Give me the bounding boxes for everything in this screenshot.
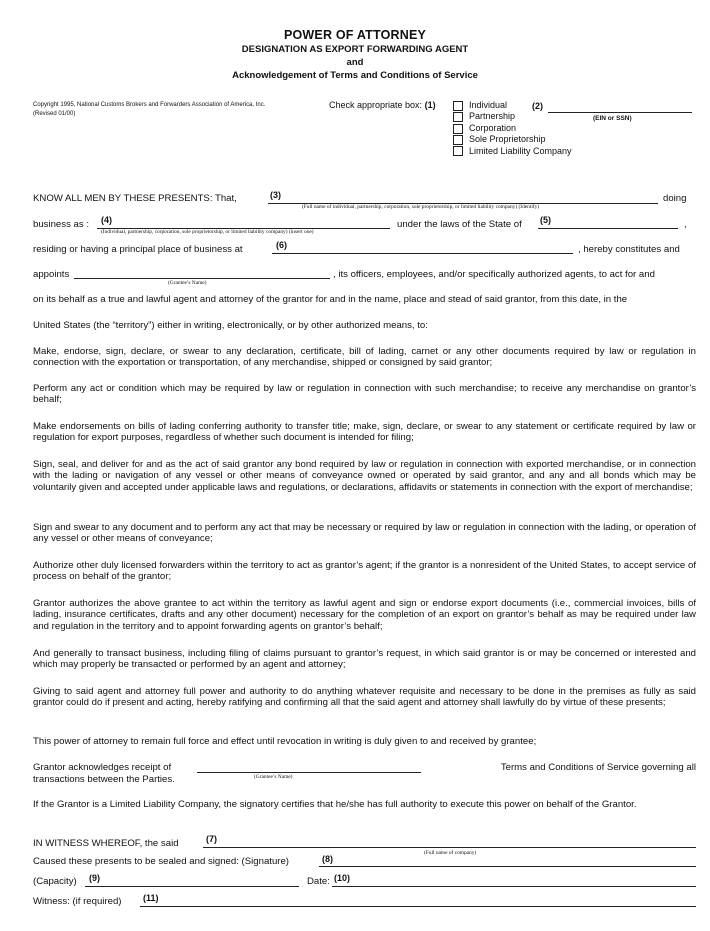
ein-field[interactable] (548, 112, 692, 113)
address-field[interactable] (272, 253, 573, 254)
field-number-1: (1) (424, 100, 436, 110)
appoints-text: appoints (33, 269, 70, 280)
copyright-block (33, 101, 265, 118)
know-all-text: KNOW ALL MEN BY THESE PRESENTS: That, (33, 193, 237, 204)
paragraph-declarations: Make, endorse, sign, declare, or swear to any declaration, certificate, bill of lading, carnet or any other documents required by law or regulation in connection with the exportation or transportation, of any merchandise, shipped or consigned by said grantor; (33, 346, 696, 369)
under-laws-text: under the laws of the State of (397, 219, 522, 230)
state-field[interactable] (538, 228, 678, 229)
document-title: POWER OF ATTORNEY (283, 28, 427, 42)
paragraph-territory: United States (the “territory”) either in writing, electronically, or by other authorized means, to: (33, 320, 428, 331)
officers-text: , its officers, employees, and/or specifically authorized agents, to act for and (333, 269, 655, 280)
check-box-label (329, 100, 436, 110)
entity-type-options (453, 100, 572, 157)
paragraph-revocation: This power of attorney to remain full force and effect until revocation in writing is duly given to and received by grantee; (33, 736, 537, 747)
check-label-text: Check appropriate box: (329, 100, 423, 110)
comma-text: , (684, 219, 687, 230)
in-witness-text: IN WITNESS WHEREOF, the said (33, 838, 179, 849)
ack-grantee-hint: (Grantee’s Name) (254, 774, 293, 780)
option-llc[interactable] (453, 146, 572, 157)
checkbox[interactable] (453, 101, 463, 111)
ack-left-1: Grantor acknowledges receipt of (33, 762, 172, 773)
caused-text: Caused these presents to be sealed and signed: (Signature) (33, 856, 290, 867)
field-number-4: (4) (101, 215, 112, 225)
checkbox[interactable] (453, 135, 463, 145)
grantor-name-hint: (Full name of individual, partnership, corporation, sole proprietorship, or limited liability company) (Identify) (302, 204, 540, 210)
capacity-text: (Capacity) (33, 876, 77, 887)
residing-text: residing or having a principal place of business at (33, 244, 243, 255)
ack-right: Terms and Conditions of Service governing all (500, 762, 696, 773)
business-as-text: business as : (33, 219, 89, 230)
option-individual[interactable] (453, 100, 572, 111)
paragraph-transact: And generally to transact business, including filing of claims pursuant to grantor’s request, in which said grantor is or may be concerned or interested and which may properly be transacted or performed by an agent and attorney; (33, 648, 696, 671)
field-number-8: (8) (322, 854, 333, 864)
company-name-hint: (Full name of company) (424, 850, 477, 856)
capacity-field[interactable] (85, 886, 299, 887)
grantee-name-hint: (Grantee’s Name) (168, 280, 207, 286)
checkbox[interactable] (453, 124, 463, 134)
option-label: Corporation (469, 122, 517, 133)
ack-left-2: transactions between the Parties. (33, 774, 175, 785)
document-subtitle-2: Acknowledgement of Terms and Conditions of Service (232, 70, 478, 81)
option-sole-proprietorship[interactable] (453, 134, 572, 145)
field-number-9: (9) (89, 873, 100, 883)
field-number-7: (7) (206, 834, 217, 844)
option-label: Limited Liability Company (469, 145, 572, 156)
option-corporation[interactable] (453, 123, 572, 134)
checkbox[interactable] (453, 146, 463, 156)
paragraph-sign-swear: Sign and swear to any document and to perform any act that may be necessary or required by law or regulation in connection with the lading, or operation of any vessel or other means of conveyance; (33, 522, 696, 545)
option-label: Individual (469, 100, 508, 110)
option-label: Sole Proprietorship (469, 134, 546, 145)
paragraph-perform: Perform any act or condition which may be required by law or regulation in connection with such merchandise; to receive any merchandise on grantor’s behalf; (33, 383, 696, 406)
paragraph-full-power: Giving to said agent and attorney full power and authority to do anything whatever requisite and necessary to be done in the premises as fully as said grantor could do if present and acting, hereby ratifying and confirming all that the said agent and attorney shall lawfully do by virtue of these presents; (33, 686, 696, 709)
date-field[interactable] (332, 886, 696, 887)
business-type-hint: (Individual, partnership, corporation, sole proprietorship, or limited liability company) (insert one) (101, 229, 314, 235)
field-number-2: (2) (532, 101, 543, 111)
ein-hint: (EIN or SSN) (593, 115, 632, 122)
hereby-text: , hereby constitutes and (578, 244, 680, 255)
document-subtitle: DESIGNATION AS EXPORT FORWARDING AGENT (241, 44, 469, 55)
paragraph-bonds: Sign, seal, and deliver for and as the act of said grantor any bond required by law or regulation in connection with exported merchandise, or in connection with the lading or navigation of any vessel or other means of conveyance owned or operated by said grantor, and any and all bonds which may be voluntarily given and accepted under applicable laws and regulations, or declarations, affidavits or statements in connection with the export of merchandise; (33, 459, 696, 493)
field-number-3: (3) (270, 190, 281, 200)
field-number-10: (10) (334, 873, 351, 883)
paragraph-authorize: Authorize other duly licensed forwarders within the territory to act as grantor’s agent; if the grantor is a nonresident of the United States, to accept service of process on behalf of the grantor; (33, 560, 696, 583)
witness-text: Witness: (if required) (33, 896, 122, 907)
paragraph-grantor-authorizes: Grantor authorizes the above grantee to act within the territory as lawful agent and sign or endorse export documents (i.e., commercial invoices, bills of lading, insurance certificates, drafts and any other document) necessary for the completion of an export on grantor’s behalf as may be required under law and regulation in the territory and to appoint forwarding agents on grantor’s behalf; (33, 598, 696, 632)
grantee-name-field[interactable] (74, 278, 330, 279)
paragraph-behalf: on its behalf as a true and lawful agent and attorney of the grantor for and in the name, place and stead of said grantor, from this date, in the (33, 294, 628, 305)
option-label: Partnership (469, 111, 516, 122)
ack-grantee-field[interactable] (197, 772, 421, 773)
checkbox[interactable] (453, 112, 463, 122)
field-number-6: (6) (276, 240, 287, 250)
document-and: and (346, 57, 364, 68)
paragraph-endorsements: Make endorsements on bills of lading conferring authority to transfer title; make, sign, declare, or swear to any statement or certificate required by law or regulation for export purposes, regardless of whether such document is intended for filing; (33, 421, 696, 444)
witness-field[interactable] (140, 906, 696, 907)
field-number-11: (11) (143, 893, 159, 903)
paragraph-llc: If the Grantor is a Limited Liability Company, the signatory certifies that he/she has full authority to execute this power on behalf of the Grantor. (33, 799, 637, 810)
doing-text: doing (663, 193, 687, 204)
copyright-line: Copyright 1995, National Customs Brokers and Forwarders Association of America, Inc. (33, 102, 266, 108)
company-name-field[interactable] (203, 847, 696, 848)
signature-field[interactable] (319, 866, 696, 867)
revision-line: (Revised 01/00) (33, 110, 76, 117)
date-text: Date: (307, 876, 330, 887)
option-partnership[interactable] (453, 111, 572, 122)
field-number-5: (5) (540, 215, 551, 225)
